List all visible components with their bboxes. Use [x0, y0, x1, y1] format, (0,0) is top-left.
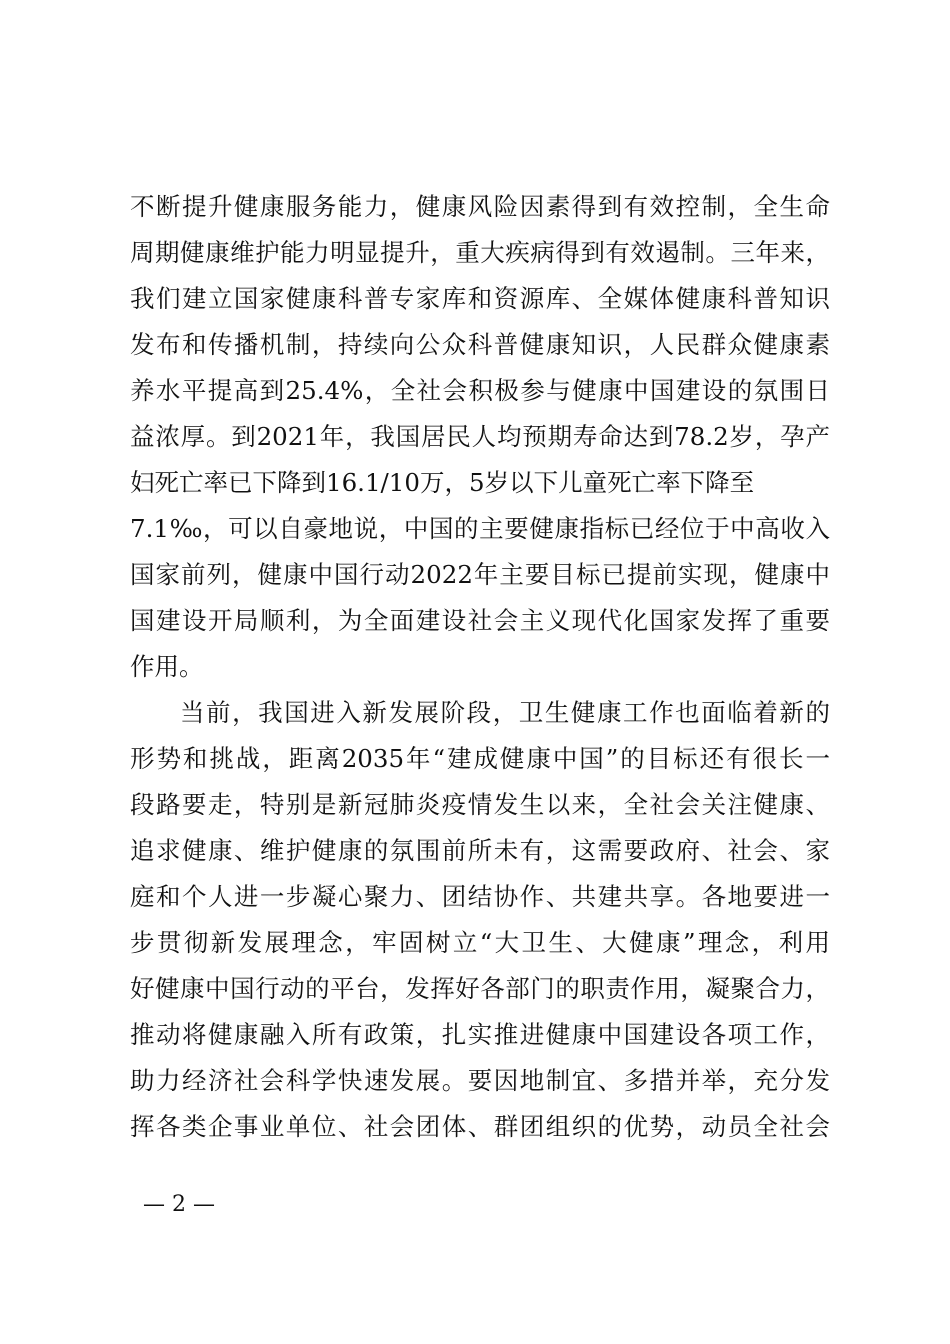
text-line: 庭和个人进一步凝心聚力、团结协作、共建共享。各地要进一	[130, 882, 830, 911]
text-line: 追求健康、维护健康的氛围前所未有，这需要政府、社会、家	[130, 836, 830, 865]
page-number: — 2 —	[143, 1192, 215, 1217]
text-line: 挥各类企事业单位、社会团体、群团组织的优势，动员全社会	[130, 1112, 830, 1141]
text-line: 妇死亡率已下降到16.1/10万，5岁以下儿童死亡率下降至	[130, 468, 755, 497]
text-line: 形势和挑战，距离2035年“建成健康中国”的目标还有很长一	[130, 744, 830, 773]
text-line: 7.1‰，可以自豪地说，中国的主要健康指标已经位于中高收入	[130, 514, 830, 543]
paragraph-1	[130, 184, 830, 690]
body-text	[130, 184, 830, 1150]
text-line: 周期健康维护能力明显提升，重大疾病得到有效遏制。三年来，	[130, 238, 830, 267]
text-line: 推动将健康融入所有政策，扎实推进健康中国建设各项工作，	[130, 1020, 830, 1049]
text-line: 作用。	[130, 652, 204, 681]
text-line: 发布和传播机制，持续向公众科普健康知识，人民群众健康素	[130, 330, 830, 359]
text-line: 我们建立国家健康科普专家库和资源库、全媒体健康科普知识	[130, 284, 830, 313]
text-line: 步贯彻新发展理念，牢固树立“大卫生、大健康”理念，利用	[130, 928, 830, 957]
text-line: 当前，我国进入新发展阶段，卫生健康工作也面临着新的	[180, 698, 830, 727]
text-line: 段路要走，特别是新冠肺炎疫情发生以来，全社会关注健康、	[130, 790, 830, 819]
text-line: 助力经济社会科学快速发展。要因地制宜、多措并举，充分发	[130, 1066, 830, 1095]
text-line: 国家前列，健康中国行动2022年主要目标已提前实现，健康中	[130, 560, 830, 589]
text-line: 养水平提高到25.4%，全社会积极参与健康中国建设的氛围日	[130, 376, 830, 405]
paragraph-2	[130, 690, 830, 1150]
text-line: 国建设开局顺利，为全面建设社会主义现代化国家发挥了重要	[130, 606, 830, 635]
text-line: 好健康中国行动的平台，发挥好各部门的职责作用，凝聚合力，	[130, 974, 830, 1003]
text-line: 不断提升健康服务能力，健康风险因素得到有效控制，全生命	[130, 192, 830, 221]
text-line: 益浓厚。到2021年，我国居民人均预期寿命达到78.2岁，孕产	[130, 422, 830, 451]
